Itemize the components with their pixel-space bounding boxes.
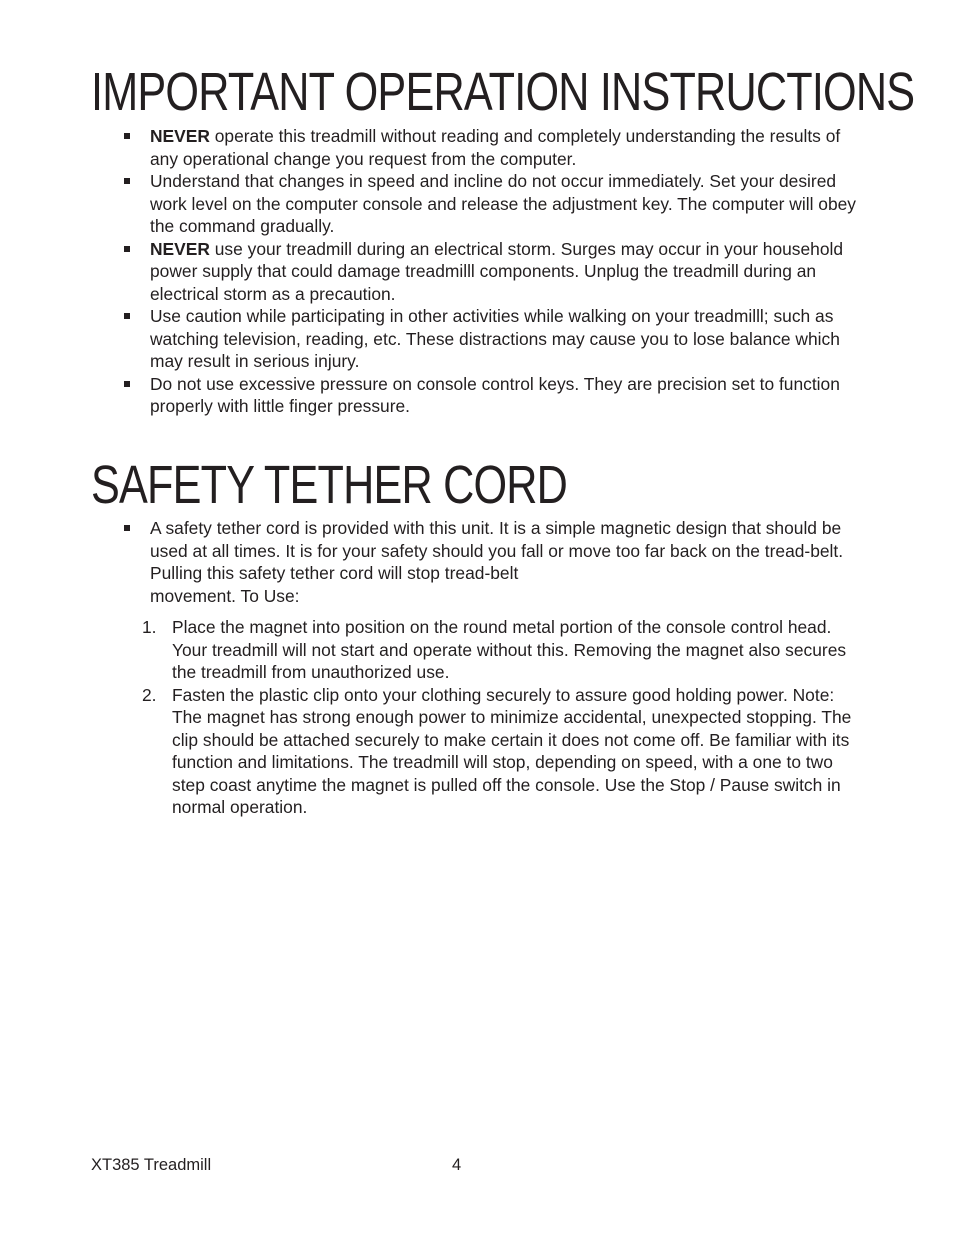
list-item-text: use your treadmill during an electrical storm. Surges may occur in your household power supply that could damage treadmilll components. Unplug the treadmill during an electrical storm as a precaution. [150,238,844,304]
list-item-text: operate this treadmill without reading and completely understanding the results of any operational change you request from the computer. [150,126,841,169]
step-item [142,684,862,819]
step-number: 1. [142,617,157,637]
list-item [150,305,860,373]
intro-text-line2: movement. To Use: [150,585,300,606]
footer-product-name: XT385 Treadmill [91,1156,212,1174]
list-item-text: Do not use excessive pressure on console control keys. They are precision set to function properly with little finger pressure. [150,373,840,416]
step-number: 2. [142,684,157,705]
section-title-safety-tether-cord: SAFETY TETHER CORD [91,455,568,515]
list-item [150,517,860,607]
list-item [150,238,860,306]
list-item [150,125,860,170]
list-item [150,170,860,238]
step-text: Place the magnet into position on the round metal portion of the console control head. Your treadmill will not start and operate without this. Removing the magnet also secures the treadmill from unauthorized use. [172,617,847,682]
footer-page-number: 4 [452,1156,462,1174]
safety-tether-list [150,517,860,607]
intro-text-line1: A safety tether cord is provided with this unit. It is a simple magnetic design that should be used at all times. It is for your safety should you fall or move too far back on the tread-belt. Pulling this safety tether cord will stop tread-belt [150,518,844,583]
list-item [150,373,860,418]
list-item-text: Understand that changes in speed and incline do not occur immediately. Set your desired work level on the computer console and release the adjustment key. The computer will obey the command gradually. [150,171,856,236]
tether-steps-list [142,616,862,819]
emphasis-never: NEVER [150,238,210,259]
section-title-operation-instructions: IMPORTANT OPERATION INSTRUCTIONS [91,62,915,122]
list-item-text: Use caution while participating in other activities while walking on your treadmilll; such as watching television, reading, etc. These distractions may cause you to lose balance which may result in serious injury. [150,306,840,371]
emphasis-never: NEVER [150,126,210,146]
operation-instructions-list [150,125,860,418]
step-item [142,616,862,684]
step-text: Fasten the plastic clip onto your clothing securely to assure good holding power. Note: The magnet has strong enough power to minimize accidental, unexpected stopping. The clip should be attached securely to make certain it does not come off. Be familiar with its function and limitations. The treadmill will stop, depending on speed, with a one to two step coast anytime the magnet is pulled off the console. Use the Stop / Pause switch in normal operation. [172,684,852,817]
